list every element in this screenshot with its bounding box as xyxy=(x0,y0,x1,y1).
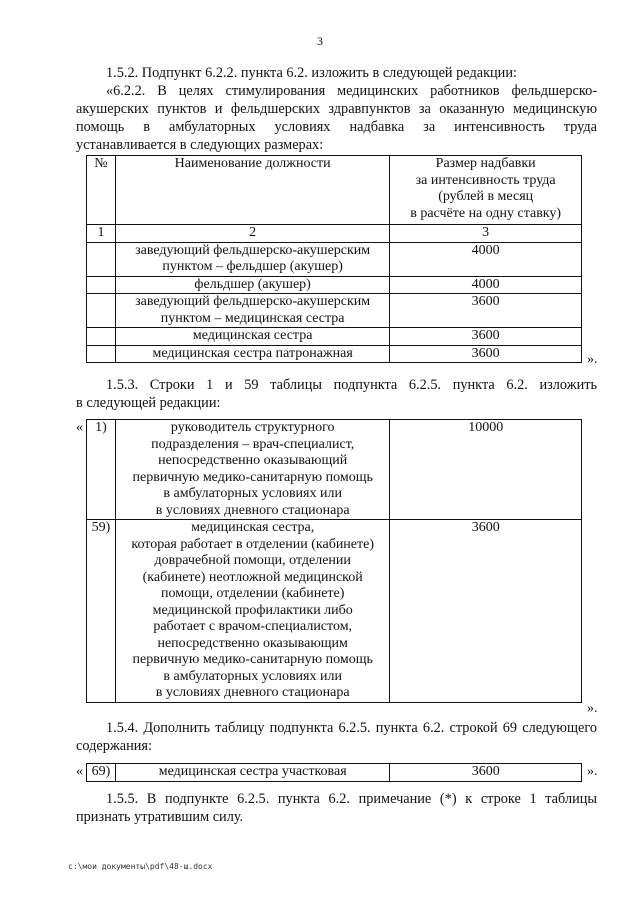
row-number xyxy=(87,242,116,276)
paragraph-line: 1.5.5. В подпункте 6.2.5. пункта 6.2. примечание (*) к строке 1 таблицы xyxy=(106,791,597,807)
col-header-position: Наименование должности xyxy=(115,156,389,225)
table-row xyxy=(87,328,582,346)
opening-quote: « xyxy=(76,764,83,779)
row-number: 59) xyxy=(87,520,116,703)
file-path-footer: c:\мои документы\pdf\48-ш.docx xyxy=(68,862,213,871)
table-rows-1-59 xyxy=(86,419,582,703)
table-row xyxy=(87,764,582,782)
col-header-allowance: Размер надбавки за интенсивность труда (рублей в месяц в расчёте на одну ставку) xyxy=(390,156,582,225)
paragraph-1-5-3 xyxy=(76,376,597,412)
row-position: заведующий фельдшерско-акушерским пунктом – фельдшер (акушер) xyxy=(115,242,389,276)
paragraph-line: в следующей редакции: xyxy=(76,395,221,411)
row-number xyxy=(87,276,116,294)
closing-quote: ». xyxy=(587,764,598,779)
row-position: медицинская сестра участковая xyxy=(115,764,389,782)
row-position: заведующий фельдшерско-акушерским пунктом – медицинская сестра xyxy=(115,294,389,328)
paragraph-line: «6.2.2. В целях стимулирования медицинских работников фельдшерско- xyxy=(106,83,597,99)
row-value: 4000 xyxy=(390,276,582,294)
paragraph-line: устанавливается в следующих размерах: xyxy=(76,137,324,153)
row-number xyxy=(87,345,116,363)
row-value: 3600 xyxy=(390,294,582,328)
paragraph-1-5-2 xyxy=(76,64,597,154)
row-position: фельдшер (акушер) xyxy=(115,276,389,294)
paragraph-line: акушерских пунктов и фельдшерских здравпунктов за оказанную медицинскую xyxy=(76,101,597,117)
row-number xyxy=(87,328,116,346)
row-position: медицинская сестра, которая работает в отделении (кабинете) доврачебной помощи, отделении (кабинете) неотложной медицинской помощи, отделении (кабинете) медицинской профилактики либо работает с врачом-специалистом, непосредственно оказывающим первичную медико-санитарную помощь в амбулаторных условиях или в условиях дневного стационара xyxy=(115,520,389,703)
table-colnum-row xyxy=(87,225,582,243)
row-value: 10000 xyxy=(390,420,582,520)
table-row xyxy=(87,276,582,294)
colnum-cell: 2 xyxy=(115,225,389,243)
row-value: 4000 xyxy=(390,242,582,276)
table-header-row xyxy=(87,156,582,225)
table-row xyxy=(87,520,582,703)
row-number: 1) xyxy=(87,420,116,520)
table-row xyxy=(87,242,582,276)
opening-quote: « xyxy=(76,420,83,435)
row-value: 3600 xyxy=(390,520,582,703)
paragraph-line: признать утратившим силу. xyxy=(76,809,244,825)
row-value: 3600 xyxy=(390,345,582,363)
paragraph-line: содержания: xyxy=(76,738,152,754)
row-position: руководитель структурного подразделения – врач-специалист, непосредственно оказывающий первичную медико-санитарную помощь в амбулаторных условиях или в условиях дневного стационара xyxy=(115,420,389,520)
row-position: медицинская сестра патронажная xyxy=(115,345,389,363)
paragraph-line: помощь в амбулаторных условиях надбавка за интенсивность труда xyxy=(76,119,597,135)
row-number xyxy=(87,294,116,328)
paragraph-line: 1.5.4. Дополнить таблицу подпункта 6.2.5. пункта 6.2. строкой 69 следующего xyxy=(106,720,597,736)
colnum-cell: 3 xyxy=(390,225,582,243)
paragraph-1-5-5 xyxy=(76,790,597,826)
closing-quote: ». xyxy=(587,701,598,716)
col-header-number: № xyxy=(87,156,116,225)
table-row xyxy=(87,420,582,520)
closing-quote: ». xyxy=(587,352,598,367)
row-position: медицинская сестра xyxy=(115,328,389,346)
row-value: 3600 xyxy=(390,764,582,782)
row-number: 69) xyxy=(87,764,116,782)
table-allowance-sizes xyxy=(86,155,582,363)
row-value: 3600 xyxy=(390,328,582,346)
table-row-69 xyxy=(86,763,582,782)
table-row xyxy=(87,294,582,328)
page-number: 3 xyxy=(317,34,323,48)
paragraph-1-5-4 xyxy=(76,719,597,755)
table-row xyxy=(87,345,582,363)
colnum-cell: 1 xyxy=(87,225,116,243)
paragraph-line: 1.5.2. Подпункт 6.2.2. пункта 6.2. изложить в следующей редакции: xyxy=(106,65,517,81)
paragraph-line: 1.5.3. Строки 1 и 59 таблицы подпункта 6.2.5. пункта 6.2. изложить xyxy=(106,377,597,393)
